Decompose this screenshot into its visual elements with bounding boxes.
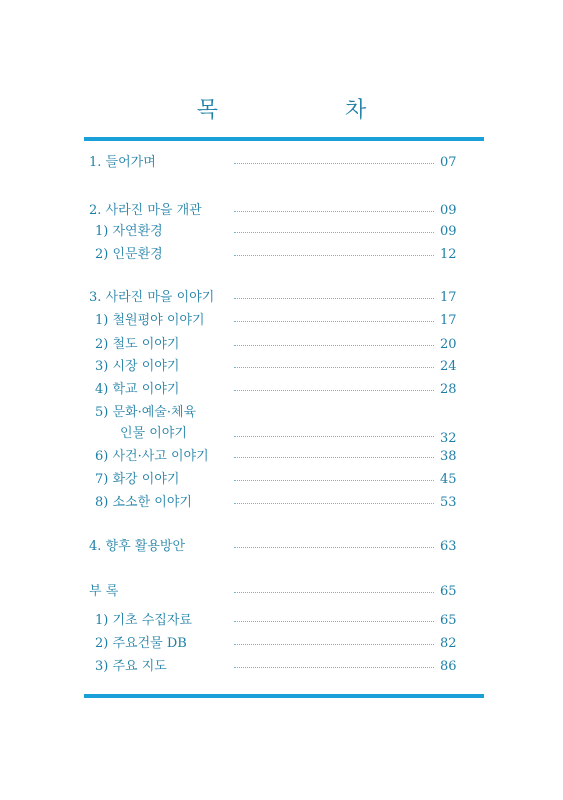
dot-leader: [234, 503, 434, 504]
toc-page-number: 82: [440, 636, 457, 651]
toc-entry-appendix[interactable]: [0, 582, 563, 602]
toc-entry-buildings-db[interactable]: [0, 634, 563, 654]
toc-page-number: 20: [440, 337, 457, 352]
dot-leader: [234, 163, 434, 164]
toc-page-number: 53: [440, 495, 457, 510]
dot-leader: [234, 436, 434, 437]
toc-entry-market[interactable]: [0, 357, 563, 377]
toc-entry-overview[interactable]: [0, 201, 563, 221]
toc-entry-culture[interactable]: [0, 424, 563, 444]
bottom-divider: [84, 694, 484, 698]
toc-entry-label: 1) 철원평야 이야기: [95, 313, 205, 328]
toc-page-number: 38: [440, 449, 457, 464]
dot-leader: [234, 644, 434, 645]
toc-entry-label: 2) 철도 이야기: [95, 337, 180, 352]
toc-entry-label: 2) 인문환경: [95, 247, 163, 262]
dot-leader: [234, 547, 434, 548]
toc-page-number: 65: [440, 613, 457, 628]
toc-entry-label: 6) 사건·사고 이야기: [95, 449, 209, 464]
toc-page-number: 09: [440, 203, 457, 218]
toc-page-number: 86: [440, 659, 457, 674]
toc-entry-intro[interactable]: [0, 153, 563, 173]
toc-entry-label: 4. 향후 활용방안: [89, 539, 186, 554]
toc-entry-plains[interactable]: [0, 311, 563, 331]
toc-entry-stories[interactable]: [0, 288, 563, 308]
toc-entry-small-stories[interactable]: [0, 493, 563, 513]
toc-entry-label: 2) 주요건물 DB: [95, 636, 187, 651]
toc-entry-future-use[interactable]: [0, 537, 563, 557]
toc-entry-label: 5) 문화·예술·체육: [95, 405, 197, 420]
toc-entry-label: 4) 학교 이야기: [95, 382, 180, 397]
toc-entry-label: 1) 기초 수집자료: [95, 613, 192, 628]
toc-entry-nature[interactable]: [0, 222, 563, 242]
dot-leader: [234, 457, 434, 458]
dot-leader: [234, 345, 434, 346]
toc-entry-railway[interactable]: [0, 335, 563, 355]
toc-entry-humanities[interactable]: [0, 245, 563, 265]
toc-entry-maps[interactable]: [0, 657, 563, 677]
dot-leader: [234, 592, 434, 593]
toc-page-number: 24: [440, 359, 457, 374]
toc-entry-label: 3. 사라진 마을 이야기: [89, 290, 215, 305]
page-title: 목 차: [196, 98, 427, 123]
toc-entry-label: 7) 화강 이야기: [95, 472, 180, 487]
dot-leader: [234, 390, 434, 391]
toc-page-number: 09: [440, 224, 457, 239]
dot-leader: [234, 298, 434, 299]
toc-page-number: 32: [440, 431, 457, 446]
dot-leader: [234, 667, 434, 668]
dot-leader: [234, 321, 434, 322]
toc-page-number: 17: [440, 290, 457, 305]
dot-leader: [234, 367, 434, 368]
toc-page-number: 65: [440, 584, 457, 599]
toc-entry-culture-line1[interactable]: [0, 403, 563, 423]
dot-leader: [234, 480, 434, 481]
toc-entry-label: 3) 주요 지도: [95, 659, 167, 674]
toc-page-number: 28: [440, 382, 457, 397]
toc-entry-label: 8) 소소한 이야기: [95, 495, 192, 510]
toc-entry-label: 3) 시장 이야기: [95, 359, 180, 374]
toc-entry-basic-data[interactable]: [0, 611, 563, 631]
toc-entry-label-continued: 인물 이야기: [120, 426, 187, 441]
dot-leader: [234, 211, 434, 212]
dot-leader: [234, 255, 434, 256]
toc-entry-school[interactable]: [0, 380, 563, 400]
toc-entry-label: 2. 사라진 마을 개관: [89, 203, 202, 218]
toc-page-number: 45: [440, 472, 457, 487]
toc-page-number: 12: [440, 247, 457, 262]
dot-leader: [234, 621, 434, 622]
toc-entry-incidents[interactable]: [0, 447, 563, 467]
toc-page-number: 07: [440, 155, 457, 170]
toc-page-number: 17: [440, 313, 457, 328]
toc-entry-label: 1. 들어가며: [89, 155, 156, 170]
toc-entry-label: 부 록: [89, 584, 119, 599]
dot-leader: [234, 232, 434, 233]
toc-entry-hwagang[interactable]: [0, 470, 563, 490]
toc-entry-label: 1) 자연환경: [95, 224, 163, 239]
toc-page-number: 63: [440, 539, 457, 554]
